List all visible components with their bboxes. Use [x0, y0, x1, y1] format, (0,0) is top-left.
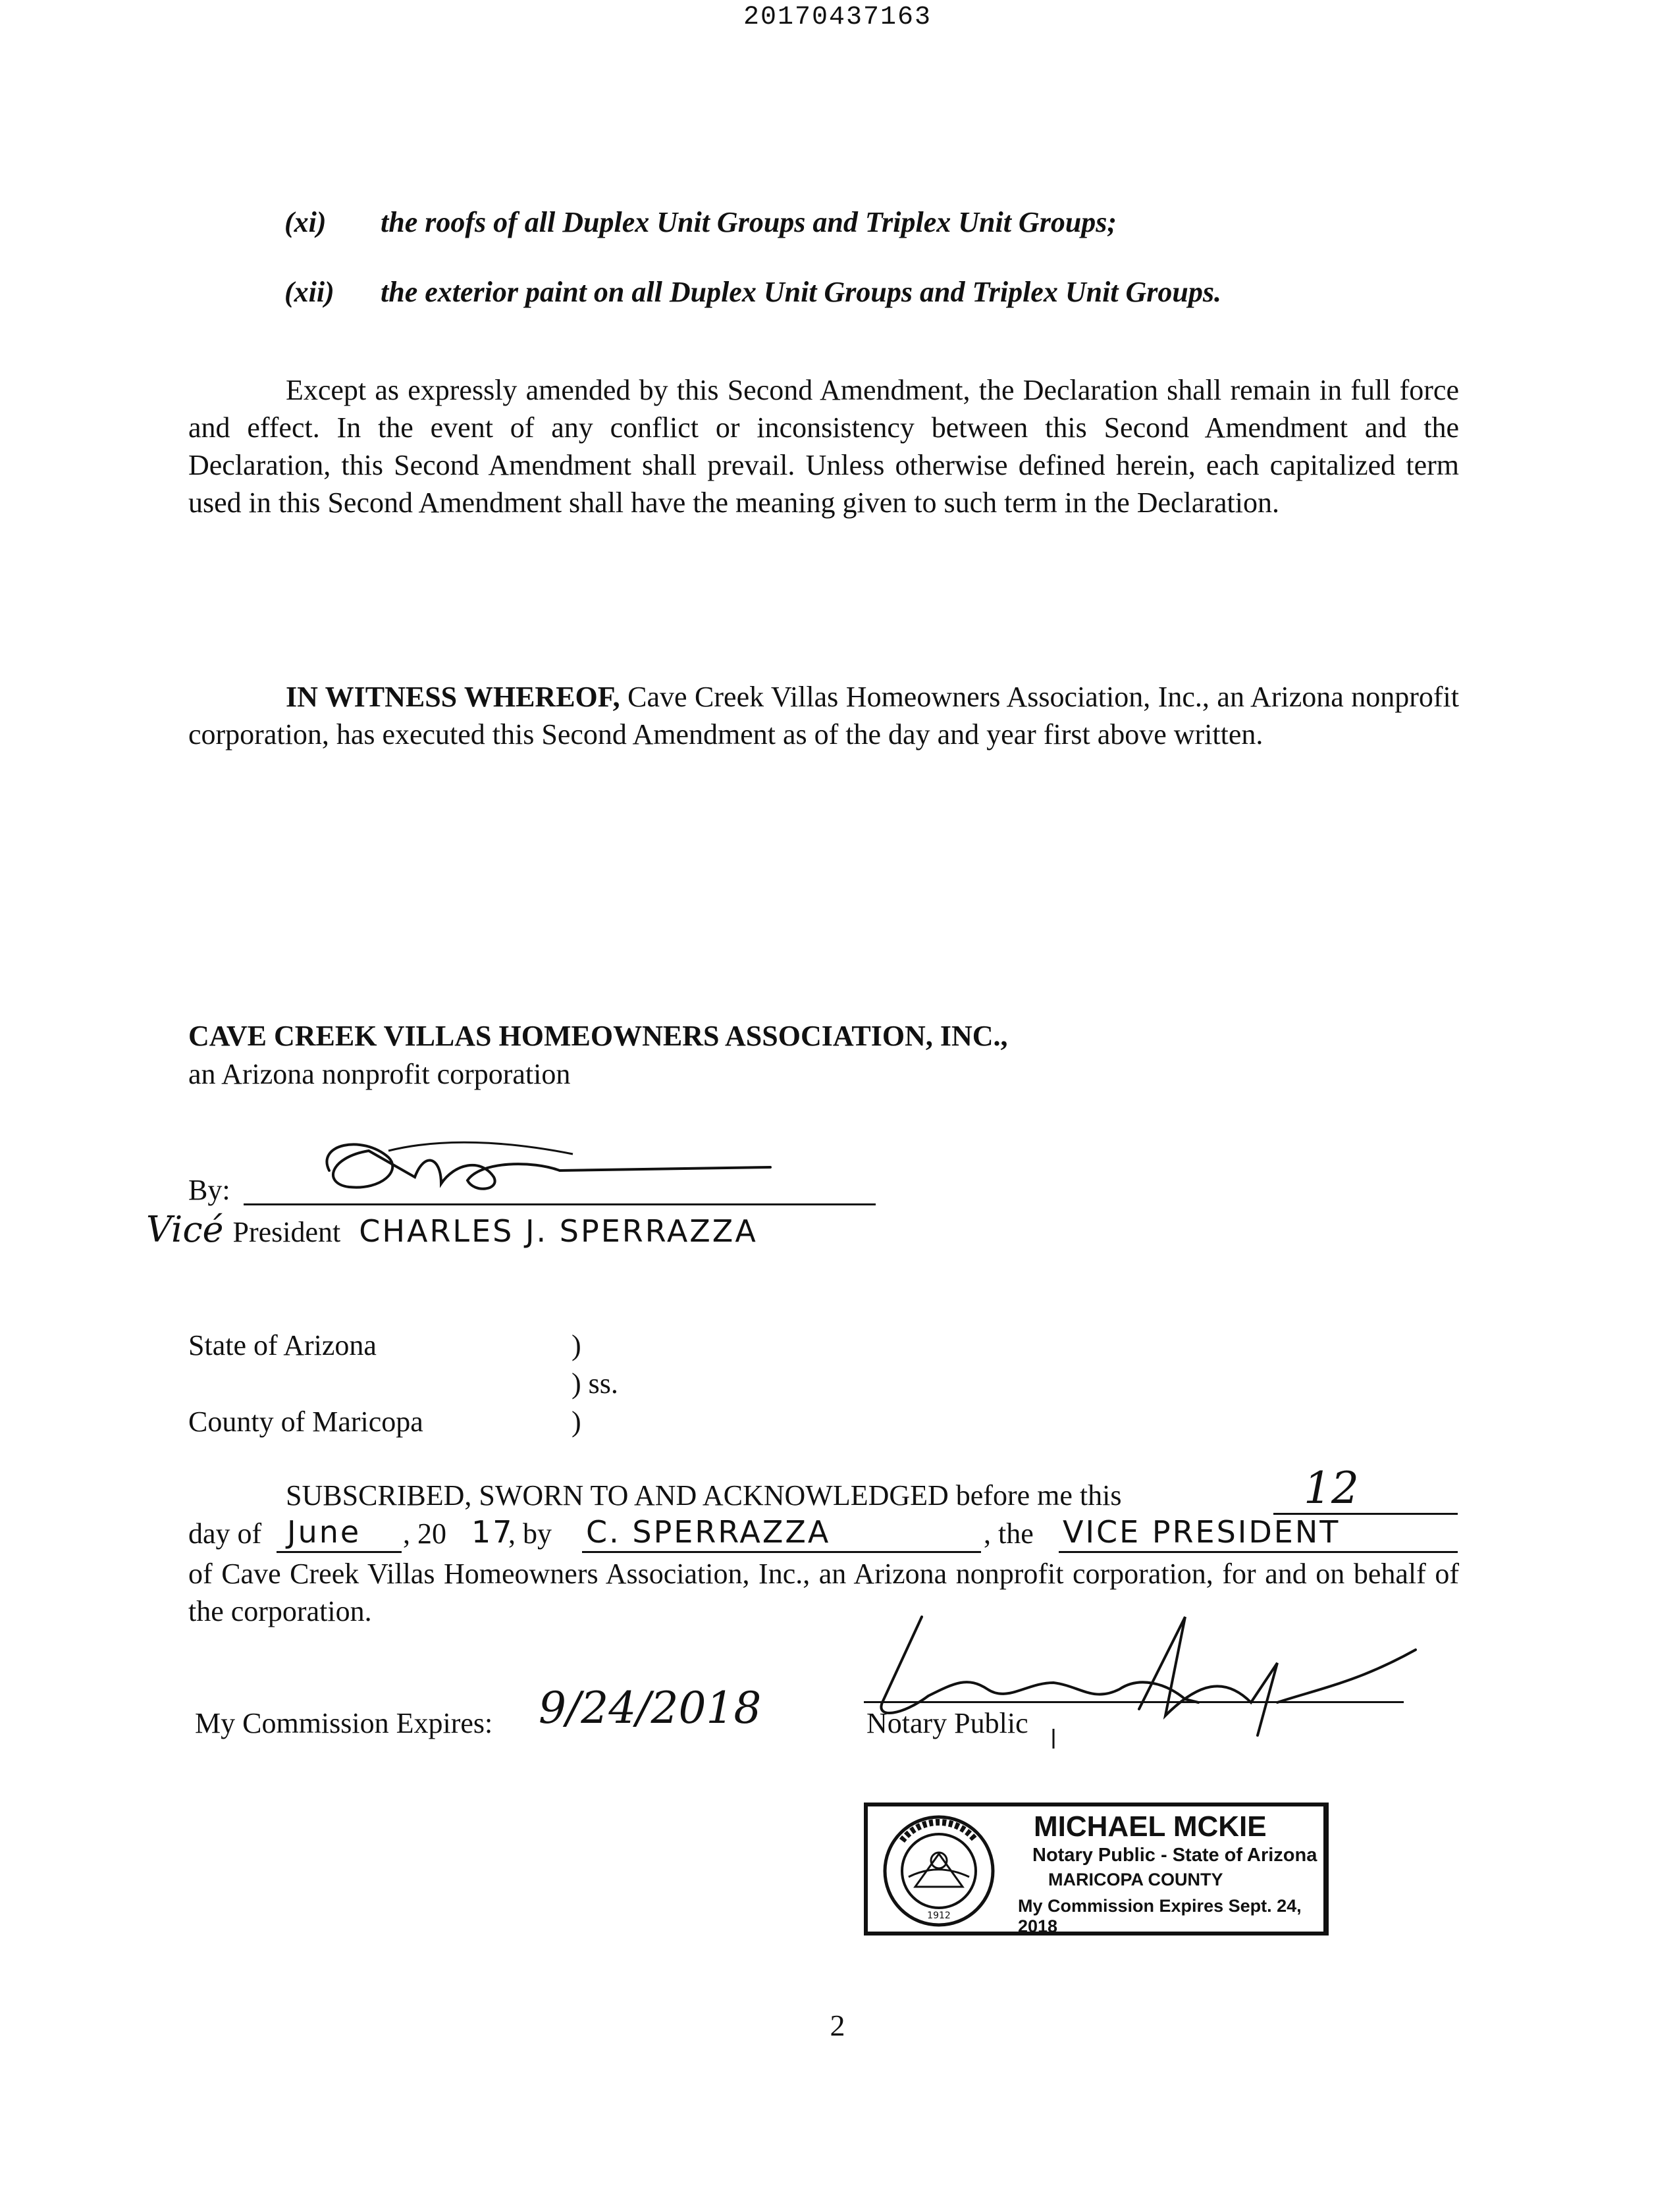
notary-county-line: MARICOPA COUNTY: [1048, 1870, 1223, 1889]
handwritten-month: June: [287, 1514, 361, 1550]
title-line: [1059, 1551, 1458, 1553]
county-label: County of Maricopa: [188, 1406, 423, 1438]
notary-expiry-line: My Commission Expires Sept. 24, 2018: [1018, 1896, 1302, 1936]
notary-signature-line: [864, 1701, 1404, 1703]
notary-name: MICHAEL MCKIE: [1034, 1810, 1267, 1843]
witness-paragraph: [188, 678, 1459, 753]
by-label: By:: [188, 1174, 230, 1206]
amendment-paragraph-text: Except as expressly amended by this Second Amendment, the Declaration shall remain in full force and effect. In the event of any conflict or inconsistency between this Second Amendment and the Declaration, this Second Amendment shall prevail. Unless otherwise defined herein, each capitalized term used in this Second Amendment shall have the meaning given to such term in the Declaration.: [188, 374, 1459, 519]
list-item-xi: [284, 205, 1117, 239]
page-number: 2: [830, 2009, 845, 2042]
president-label: President: [232, 1216, 341, 1248]
state-seal-icon: [882, 1814, 996, 1928]
notary-public-label: Notary Public: [866, 1707, 1028, 1739]
ack-the: , the: [984, 1517, 1034, 1550]
list-item-xii: [284, 275, 1221, 309]
witness-text: Cave Creek Villas Homeowners Association, Inc., an Arizona nonprofit corporation, has executed this Second Amendment as of the day and year first above written.: [188, 681, 1460, 750]
handwritten-vice: Vicé: [146, 1209, 224, 1250]
ack-day-of: day of: [188, 1517, 262, 1550]
witness-lead: IN WITNESS WHEREOF,: [286, 681, 620, 713]
seal-year: 1912: [927, 1910, 951, 1921]
signer-title-row: [146, 1209, 758, 1250]
venue-paren-1: ): [572, 1329, 581, 1361]
handwritten-title: VICE PRESIDENT: [1063, 1514, 1341, 1550]
ack-text-continued: of Cave Creek Villas Homeowners Association, Inc., an Arizona nonprofit corporation, for and on behalf of the corporation.: [188, 1558, 1459, 1627]
handwritten-commission-date: 9/24/2018: [539, 1683, 762, 1733]
commission-label: My Commission Expires:: [195, 1707, 493, 1739]
list-item-text: the exterior paint on all Duplex Unit Groups and Triplex Unit Groups.: [381, 276, 1222, 308]
list-item-text: the roofs of all Duplex Unit Groups and Triplex Unit Groups;: [381, 206, 1117, 238]
notary-stamp: [864, 1803, 1329, 1936]
document-number: 20170437163: [743, 3, 932, 32]
list-item-number: (xi): [284, 206, 327, 238]
list-item-number: (xii): [284, 276, 334, 308]
state-label: State of Arizona: [188, 1329, 377, 1361]
org-description: an Arizona nonprofit corporation: [188, 1058, 571, 1090]
handwritten-signer-name: CHARLES J. SPERRAZZA: [359, 1213, 758, 1249]
handwritten-day: 12: [1304, 1463, 1359, 1514]
amendment-paragraph: [188, 371, 1459, 521]
month-line: [277, 1551, 402, 1553]
venue-paren-3: ): [572, 1406, 581, 1438]
president-signature: [309, 1131, 784, 1210]
org-name: CAVE CREEK VILLAS HOMEOWNERS ASSOCIATION, INC.,: [188, 1020, 1008, 1052]
ack-text-1: SUBSCRIBED, SWORN TO AND ACKNOWLEDGED before me this: [286, 1479, 1122, 1512]
handwritten-year: 17: [471, 1514, 514, 1550]
ack-year-prefix: , 20: [403, 1517, 446, 1550]
by-line: [582, 1551, 981, 1553]
venue-ss: ) ss.: [572, 1367, 618, 1400]
handwritten-by-name: C. SPERRAZZA: [586, 1514, 831, 1550]
notary-state-line: Notary Public - State of Arizona: [1032, 1845, 1317, 1866]
ack-by: , by: [508, 1517, 552, 1550]
